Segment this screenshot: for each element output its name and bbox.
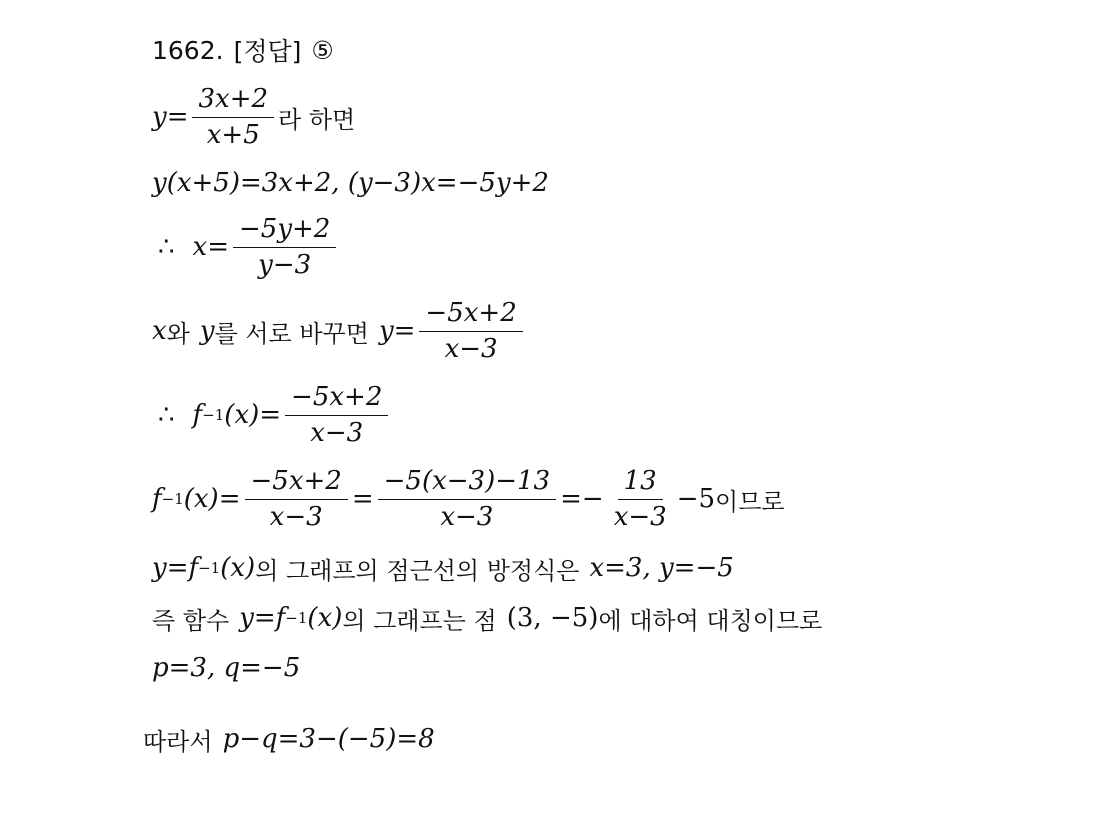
- math-operator: =: [351, 484, 374, 514]
- fraction: [608, 467, 673, 531]
- text-segment: 즉 함수: [152, 606, 230, 635]
- math-expression: p=3, q=−5: [152, 653, 301, 683]
- answer-label: [정답]: [233, 37, 302, 66]
- math-expression: −5: [676, 484, 716, 514]
- text-segment: 의 그래프는 점: [342, 606, 497, 635]
- math-expression: y=: [378, 316, 416, 346]
- math-expression: p−q=3−(−5)=8: [222, 724, 435, 754]
- math-expression: y=f: [152, 553, 199, 583]
- fraction-denominator: x−3: [440, 501, 494, 532]
- problem-header: [152, 32, 334, 68]
- equation-line-3: [158, 214, 340, 280]
- text-segment: 이므로: [715, 487, 785, 516]
- fraction: [245, 467, 348, 531]
- fraction-numerator: −5y+2: [233, 215, 336, 248]
- math-superscript: −1: [285, 609, 308, 627]
- math-expression: (3, −5): [506, 603, 599, 633]
- math-expression: y=f: [239, 603, 286, 633]
- equation-line-10: [143, 721, 435, 757]
- equation-line-2: [152, 165, 549, 201]
- equation-line-7: [152, 550, 734, 586]
- fraction-numerator: −5(x−3)−13: [378, 467, 556, 500]
- fraction: [378, 467, 556, 531]
- therefore-symbol: ∴: [158, 400, 175, 430]
- math-superscript: −1: [161, 490, 184, 508]
- math-superscript: −1: [202, 406, 225, 424]
- math-superscript: −1: [198, 559, 221, 577]
- math-variable: x: [152, 316, 167, 346]
- fraction-denominator: y−3: [258, 249, 312, 280]
- text-segment: 와: [166, 319, 190, 348]
- math-expression: (x)=: [224, 400, 282, 430]
- fraction-numerator: 13: [618, 467, 663, 500]
- equation-line-6: [152, 466, 785, 532]
- fraction: [419, 299, 522, 363]
- fraction-denominator: x−3: [613, 501, 667, 532]
- fraction-numerator: −5x+2: [285, 383, 388, 416]
- fraction-denominator: x−3: [444, 333, 498, 364]
- therefore-symbol: ∴: [158, 232, 175, 262]
- equation-line-8: [152, 600, 822, 636]
- text-segment: 의 그래프의 점근선의 방정식은: [255, 556, 580, 585]
- fraction-denominator: x−3: [269, 501, 323, 532]
- answer-choice: ⑤: [311, 35, 334, 65]
- equation-line-4: [152, 298, 527, 364]
- math-variable: y: [199, 316, 215, 346]
- text-segment: 에 대하여 대칭이므로: [598, 606, 823, 635]
- equation-line-5: [158, 382, 392, 448]
- fraction: [192, 85, 274, 149]
- math-expression: (x): [307, 603, 343, 633]
- problem-number: 1662.: [152, 35, 224, 65]
- math-operator: =−: [560, 484, 604, 514]
- text-segment: 를 서로 바꾸면: [214, 319, 369, 348]
- text-segment: 라 하면: [278, 105, 356, 134]
- fraction: [233, 215, 336, 279]
- math-expression: f: [192, 400, 203, 430]
- fraction-denominator: x+5: [206, 119, 260, 150]
- fraction: [285, 383, 388, 447]
- math-expression: x=3, y=−5: [589, 553, 734, 583]
- math-expression: (x)=: [183, 484, 241, 514]
- equation-line-9: [152, 650, 300, 686]
- fraction-numerator: 3x+2: [192, 85, 274, 118]
- fraction-numerator: −5x+2: [419, 299, 522, 332]
- text-segment: 따라서: [143, 727, 213, 756]
- math-expression: x=: [192, 232, 229, 262]
- fraction-numerator: −5x+2: [245, 467, 348, 500]
- equation-line-1: [152, 83, 356, 150]
- math-expression: y=: [152, 102, 189, 132]
- fraction-denominator: x−3: [310, 417, 364, 448]
- math-expression: f: [152, 484, 162, 514]
- math-expression: (x): [220, 553, 256, 583]
- math-expression: y(x+5)=3x+2, (y−3)x=−5y+2: [152, 168, 549, 198]
